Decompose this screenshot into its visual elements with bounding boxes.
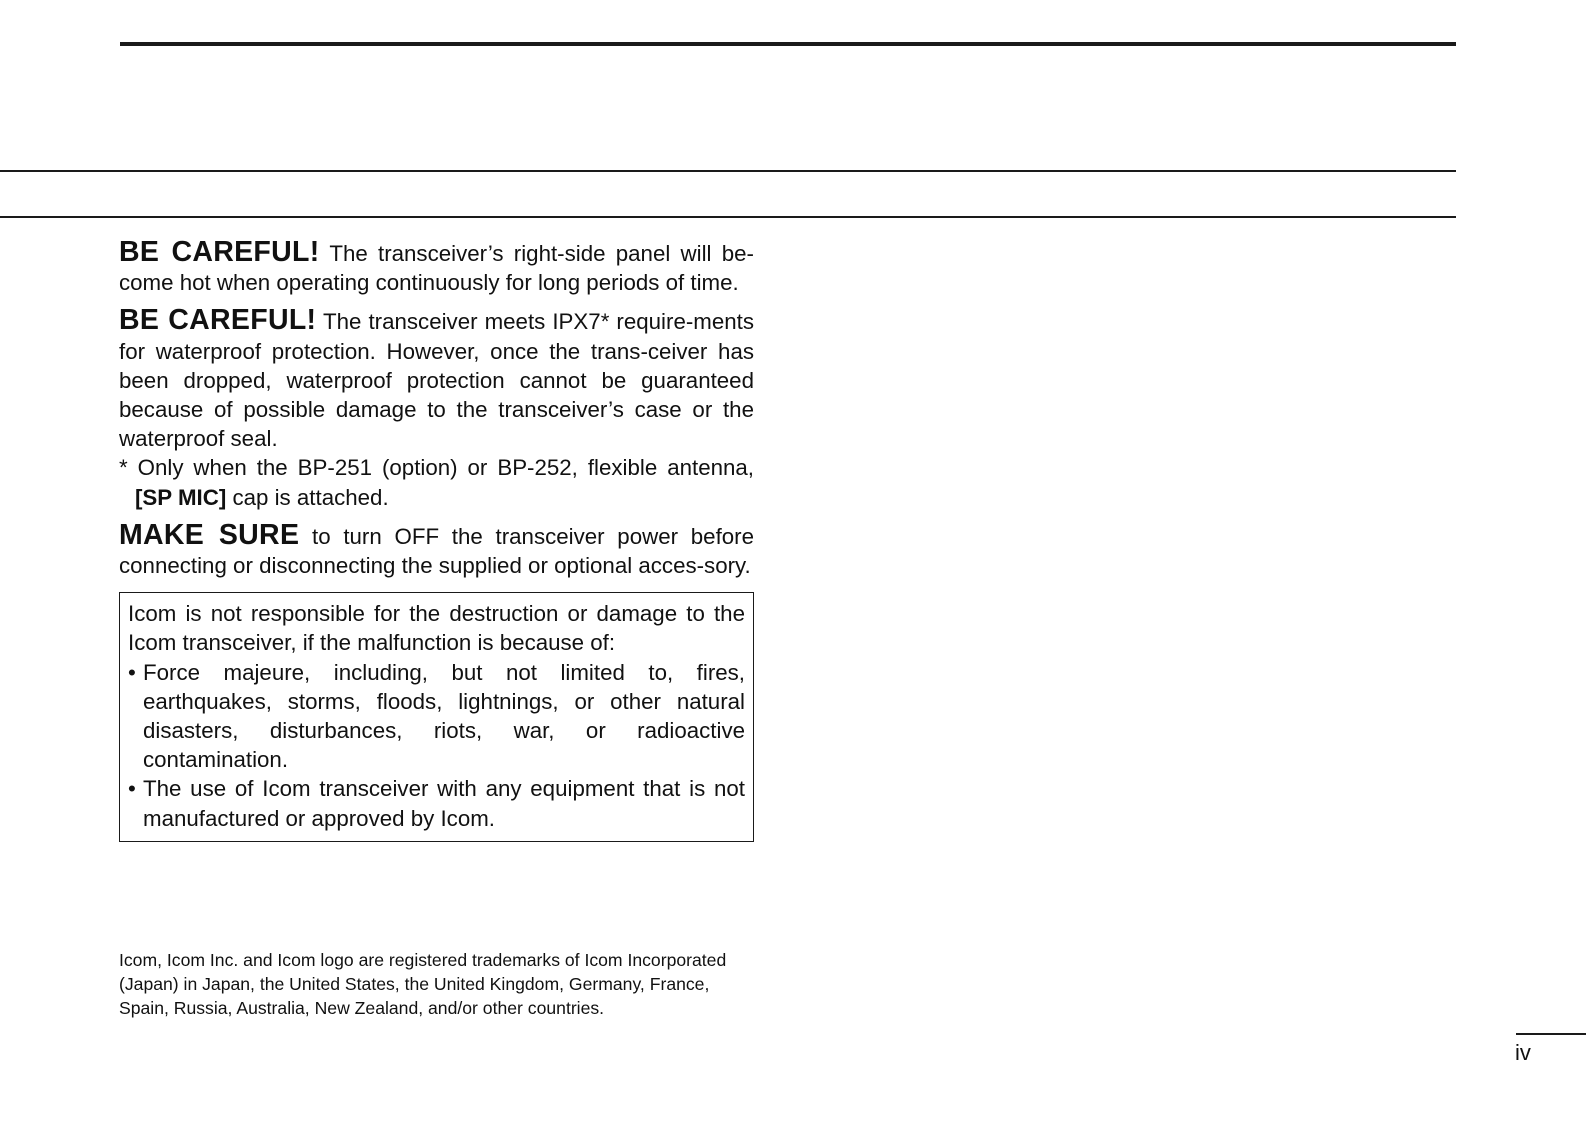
header-rule-upper (0, 170, 1456, 172)
disclaimer-list (128, 658, 745, 833)
make-sure-text: to turn OFF the transceiver power before connecting or disconnecting the supplied or optional acces-sory. (119, 523, 754, 579)
top-rule (120, 42, 1456, 46)
caution-lead: BE CAREFUL! (119, 236, 320, 268)
content-column (119, 238, 754, 842)
disclaimer-item-force-majeure (128, 658, 745, 775)
footnote-suffix: cap is attached. (226, 484, 389, 510)
page-number-rule (1516, 1033, 1586, 1035)
trademark-notice: Icom, Icom Inc. and Icom logo are registered trademarks of Icom Incorporated (Japan) in Japan, the United States, the United Kingdom, Germany, France, Spain, Russia, Australia, New Zealand, and/or other countries. (119, 950, 727, 1018)
caution-lead: BE CAREFUL! (119, 304, 317, 337)
disclaimer-item-text: The use of Icom transceiver with any equipment that is not manufactured or approved by Icom. (143, 776, 745, 831)
caution-hot-panel (119, 238, 754, 297)
make-sure-power-off (119, 518, 754, 580)
disclaimer-box (119, 592, 754, 842)
caution-text: The transceiver meets IPX7* require-ments for waterproof protection. However, once the trans-ceiver has been dropped, waterproof protection cannot be guaranteed because of possible damage to the transceiver’s case or the waterproof seal. (119, 309, 754, 452)
disclaimer-item-text: Force majeure, including, but not limited to, fires, earthquakes, storms, floods, lightnings, or other natural disasters, disturbances, riots, war, or radioactive contamination. (143, 659, 745, 773)
sp-mic-key: [SP MIC] (135, 484, 227, 510)
page-number: iv (1515, 1040, 1531, 1065)
disclaimer-item-equipment (128, 774, 745, 832)
caution-waterproof (119, 306, 754, 453)
caution-text: The transceiver’s right-side panel will be-come hot when operating continuously for long periods of time. (119, 241, 754, 296)
make-sure-lead: MAKE SURE (119, 518, 300, 551)
footnote-prefix: * Only when the BP-251 (option) or BP-252, flexible antenna, (119, 455, 754, 481)
waterproof-footnote (119, 453, 754, 511)
disclaimer-intro: Icom is not responsible for the destruction or damage to the Icom transceiver, if the malfunction is because of: (128, 601, 745, 656)
bullet-icon: • (128, 776, 136, 802)
header-rule-lower (0, 216, 1456, 218)
bullet-icon: • (128, 659, 136, 685)
